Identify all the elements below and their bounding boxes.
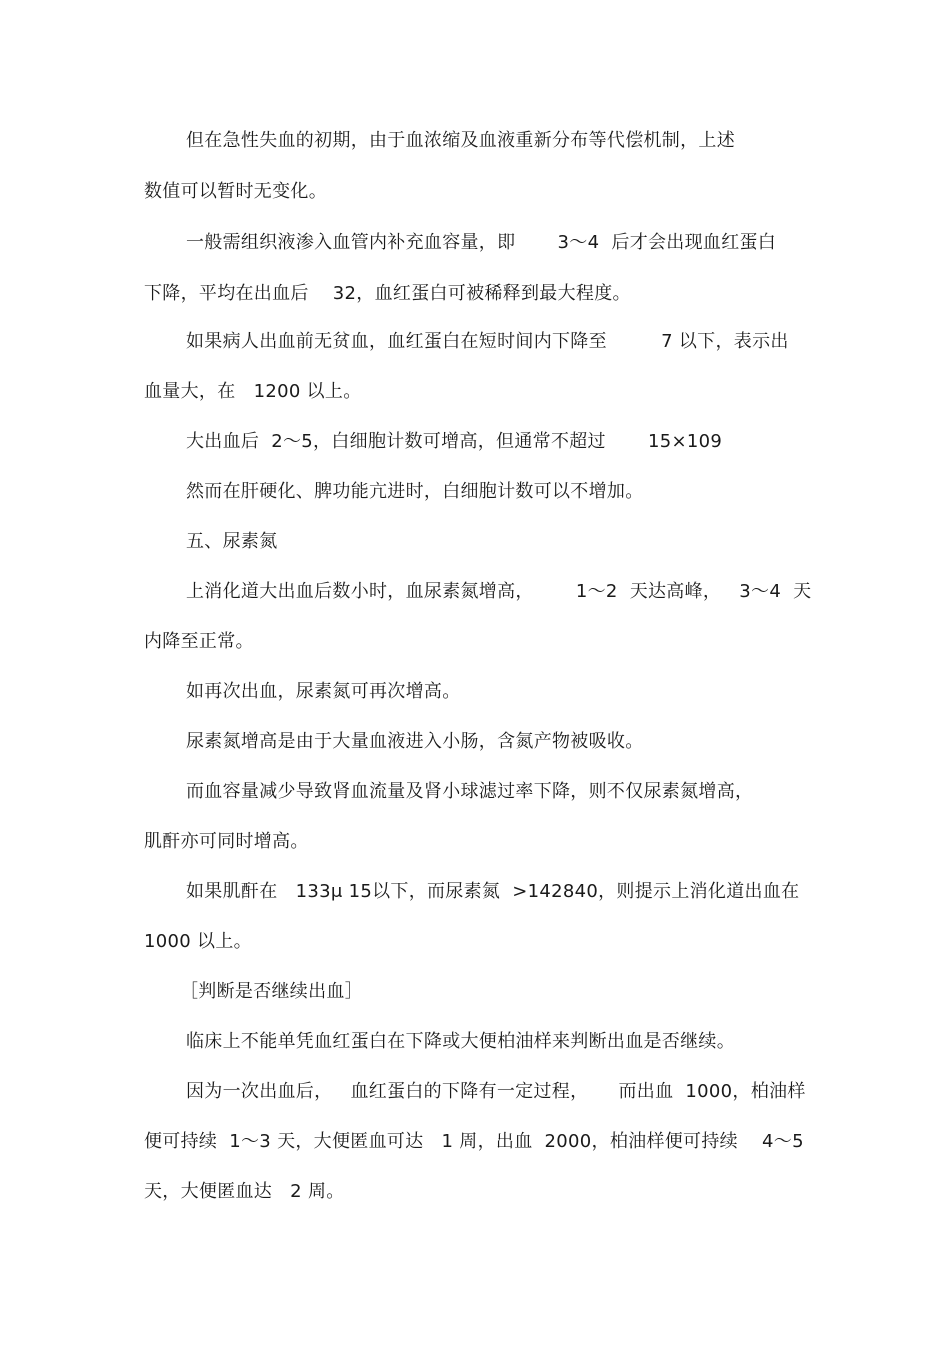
paragraph-line: 血量大，在 1200 以上。 — [144, 381, 362, 402]
paragraph-line: 内降至正常。 — [144, 631, 254, 652]
paragraph-line: 1000 以上。 — [144, 931, 252, 952]
paragraph-line: 因为一次出血后， 血红蛋白的下降有一定过程， 而出血 1000，柏油样 — [186, 1081, 806, 1102]
paragraph-line: 上消化道大出血后数小时，血尿素氮增高， 1～2 天达高峰， 3～4 天 — [186, 581, 812, 602]
paragraph-line: 肌酐亦可同时增高。 — [144, 831, 309, 852]
paragraph-line: 下降，平均在出血后 32，血红蛋白可被稀释到最大程度。 — [144, 283, 631, 304]
paragraph-line: 天，大便匿血达 2 周。 — [144, 1181, 345, 1202]
paragraph-line: 数值可以暂时无变化。 — [144, 181, 327, 202]
paragraph-line: 但在急性失血的初期，由于血浓缩及血液重新分布等代偿机制，上述 — [186, 130, 735, 151]
paragraph-line: 如再次出血，尿素氮可再次增高。 — [186, 681, 461, 702]
paragraph-line: 如果肌酐在 133μ 15以下，而尿素氮 >142840，则提示上消化道出血在 — [186, 881, 800, 902]
paragraph-line: 便可持续 1～3 天，大便匿血可达 1 周，出血 2000，柏油样便可持续 4～5 — [144, 1131, 804, 1152]
paragraph-line: 然而在肝硬化、脾功能亢进时，白细胞计数可以不增加。 — [186, 481, 644, 502]
paragraph-line: 临床上不能单凭血红蛋白在下降或大便柏油样来判断出血是否继续。 — [186, 1031, 735, 1052]
subsection-heading: ［判断是否继续出血］ — [180, 981, 363, 1002]
paragraph-line: 尿素氮增高是由于大量血液进入小肠，含氮产物被吸收。 — [186, 731, 644, 752]
paragraph-line: 一般需组织液渗入血管内补充血容量，即 3～4 后才会出现血红蛋白 — [186, 232, 777, 253]
paragraph-line: 而血容量减少导致肾血流量及肾小球滤过率下降，则不仅尿素氮增高， — [186, 781, 754, 802]
paragraph-line: 如果病人出血前无贫血，血红蛋白在短时间内下降至 7 以下，表示出 — [186, 331, 789, 352]
section-heading: 五、尿素氮 — [186, 531, 278, 552]
paragraph-line: 大出血后 2～5，白细胞计数可增高，但通常不超过 15×109 — [186, 431, 723, 452]
